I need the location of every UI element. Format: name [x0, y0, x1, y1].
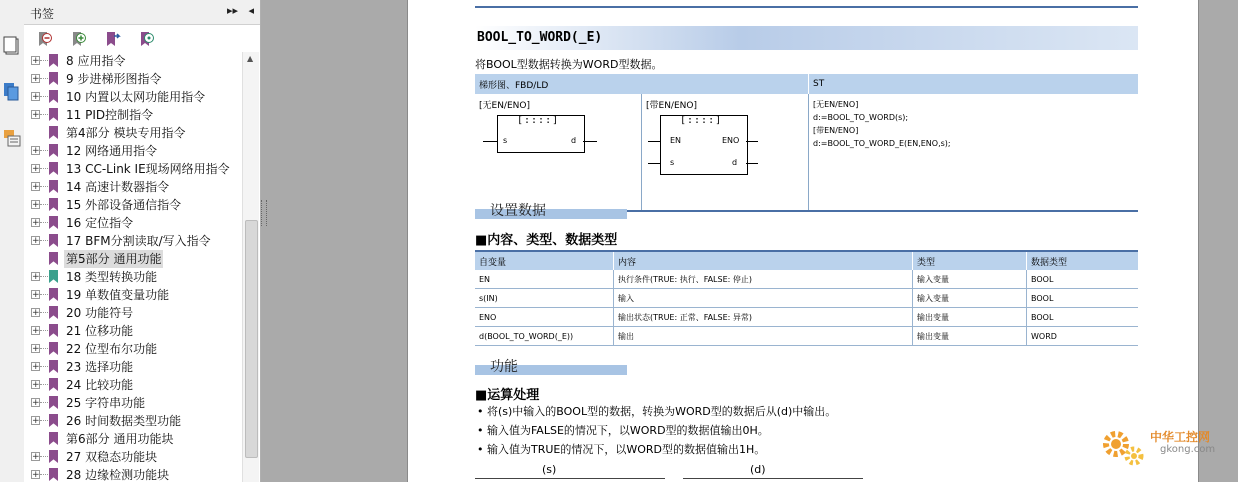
bookmark-label: 25 字符串功能: [66, 396, 146, 410]
ladder-header: 梯形图、FBD/LD: [475, 74, 809, 94]
function-description: 将BOOL型数据转换为WORD型数据。: [475, 58, 663, 71]
tree-connector: [40, 330, 48, 331]
expand-toggle-icon[interactable]: +: [32, 470, 40, 480]
bookmark-label: 27 双稳态功能块: [66, 450, 158, 464]
fbd-name: [::::]: [517, 115, 560, 126]
header-rule: [475, 6, 1138, 8]
navigation-strip: [0, 0, 25, 482]
expand-toggle-icon[interactable]: +: [32, 236, 40, 246]
gear-logo-icon: [1098, 424, 1148, 470]
tree-connector: [40, 96, 48, 97]
bookmark-icon: [49, 378, 58, 391]
bookmark-icon: [49, 72, 58, 85]
bookmark-icon: [49, 360, 58, 373]
tree-connector: [40, 366, 48, 367]
bookmark-item[interactable]: [24, 178, 242, 196]
bookmark-icon: [49, 270, 58, 283]
tree-connector: [40, 420, 48, 421]
timing-line: [475, 478, 665, 479]
bookmark-item[interactable]: [24, 160, 242, 178]
table-cell: 输入变量: [913, 270, 1027, 289]
bookmark-item[interactable]: [24, 304, 242, 322]
hide-panel-button[interactable]: ◂: [248, 4, 254, 17]
bookmark-item[interactable]: [24, 106, 242, 124]
io-label-d: (d): [750, 463, 766, 476]
bookmark-item[interactable]: [24, 448, 242, 466]
tree-connector: [40, 402, 48, 403]
bookmark-label: 第6部分 通用功能块: [66, 432, 174, 446]
expand-toggle-icon[interactable]: +: [32, 308, 40, 318]
bookmark-label: 9 步进梯形图指令: [66, 72, 162, 86]
tree-connector: [40, 456, 48, 457]
bookmarks-panel: [24, 0, 261, 482]
bullet-line: • 输入值为FALSE的情况下，以WORD型的数据值输出0H。: [477, 424, 769, 437]
st-line: [带EN/ENO]: [813, 126, 859, 135]
bookmark-icon: [49, 396, 58, 409]
bookmark-label: 18 类型转换功能: [66, 270, 158, 284]
tree-connector: [40, 114, 48, 115]
watermark-text: 中华工控网: [1150, 430, 1211, 444]
expand-toggle-icon[interactable]: +: [32, 182, 40, 192]
column-header: 数据类型: [1027, 251, 1139, 270]
expand-toggle-icon[interactable]: +: [32, 326, 40, 336]
bookmark-icon: [49, 216, 58, 229]
bullet-line: • 将(s)中输入的BOOL型的数据，转换为WORD型的数据后从(d)中输出。: [477, 405, 837, 418]
bookmark-item[interactable]: [24, 196, 242, 214]
bookmark-icon: [49, 450, 58, 463]
bookmark-item[interactable]: [24, 70, 242, 88]
bookmark-item[interactable]: [24, 430, 242, 448]
table-cell: WORD: [1027, 327, 1139, 346]
bookmark-label: 22 位型布尔功能: [66, 342, 158, 356]
tree-connector: [40, 240, 48, 241]
expand-toggle-icon[interactable]: +: [32, 92, 40, 102]
bookmark-item[interactable]: [24, 250, 242, 268]
expand-toggle-icon[interactable]: +: [32, 380, 40, 390]
expand-toggle-icon[interactable]: +: [32, 416, 40, 426]
expand-toggle-icon[interactable]: +: [32, 74, 40, 84]
column-header: 内容: [614, 251, 913, 270]
bookmark-icon: [49, 180, 58, 193]
bookmark-tree: [24, 52, 242, 482]
bookmark-icon: [49, 144, 58, 157]
expand-toggle-icon[interactable]: +: [32, 290, 40, 300]
bookmark-label: 12 网络通用指令: [66, 144, 158, 158]
st-cell: [809, 94, 1139, 211]
tree-connector: [40, 204, 48, 205]
bookmark-item[interactable]: [24, 412, 242, 430]
pin-eno: ENO: [722, 136, 740, 145]
bookmark-label: 8 应用指令: [66, 54, 126, 68]
scroll-up-arrow-icon[interactable]: ▲: [247, 54, 254, 63]
tree-connector: [40, 78, 48, 79]
bookmark-icon: [49, 234, 58, 247]
io-label-s: (s): [542, 463, 557, 476]
bookmark-icon: [49, 342, 58, 355]
bookmark-label: 26 时间数据类型功能: [66, 414, 182, 428]
expand-toggle-icon[interactable]: +: [32, 344, 40, 354]
bookmark-item[interactable]: [24, 124, 242, 142]
bookmark-label: 16 定位指令: [66, 216, 134, 230]
bookmark-label: 第5部分 通用功能: [66, 252, 162, 266]
function-title: BOOL_TO_WORD(_E): [477, 30, 603, 45]
table-cell: s(IN): [475, 289, 614, 308]
table-cell: EN: [475, 270, 614, 289]
table-cell: 输出: [614, 327, 913, 346]
bookmark-item[interactable]: [24, 52, 242, 70]
scrollbar-thumb[interactable]: [245, 220, 258, 458]
tree-connector: [40, 60, 48, 61]
tree-connector: [40, 168, 48, 169]
expand-toggle-icon[interactable]: +: [32, 200, 40, 210]
bookmark-label: 17 BFM分割读取/写入指令: [66, 234, 211, 248]
expand-toggle-icon[interactable]: +: [32, 56, 40, 66]
pin-en: EN: [670, 136, 682, 145]
bookmark-item[interactable]: [24, 322, 242, 340]
bookmark-scrollbar[interactable]: [242, 52, 259, 482]
st-header: ST: [809, 74, 1139, 94]
watermark-url: gkong.com: [1160, 444, 1216, 455]
bookmark-item[interactable]: [24, 340, 242, 358]
bookmark-icon: [49, 306, 58, 319]
bookmark-label: 15 外部设备通信指令: [66, 198, 182, 212]
expand-toggle-icon[interactable]: +: [32, 146, 40, 156]
table-cell: BOOL: [1027, 308, 1139, 327]
new-bookmark-icon[interactable]: [70, 30, 88, 48]
bookmark-item[interactable]: [24, 358, 242, 376]
bookmark-label: 10 内置以太网功能用指令: [66, 90, 206, 104]
collapse-panel-button[interactable]: ▸▸: [226, 4, 238, 17]
fbd-block-no-en: [479, 111, 629, 191]
st-line: [无EN/ENO]: [813, 100, 859, 109]
bookmark-icon: [49, 54, 58, 67]
bookmark-label: 24 比较功能: [66, 378, 134, 392]
st-line: d:=BOOL_TO_WORD_E(EN,ENO,s);: [813, 139, 951, 148]
bookmark-label: 13 CC-Link IE现场网络用指令: [66, 162, 230, 176]
column-header: 自变量: [475, 251, 614, 270]
column-header: 类型: [913, 251, 1027, 270]
caption-no-en: [无EN/ENO]: [479, 101, 530, 111]
bookmark-item[interactable]: [24, 88, 242, 106]
table-cell: d(BOOL_TO_WORD(_E)): [475, 327, 614, 346]
pin-s: s: [670, 158, 675, 167]
subsection-heading: ■运算处理: [475, 388, 540, 403]
bookmark-icon: [49, 126, 58, 139]
fbd-name: [::::]: [680, 115, 723, 126]
bookmark-item[interactable]: [24, 142, 242, 160]
table-cell: 输入: [614, 289, 913, 308]
bookmark-icon: [49, 414, 58, 427]
bookmark-icon: [49, 198, 58, 211]
bookmark-icon: [49, 468, 58, 481]
tree-connector: [40, 384, 48, 385]
pin-d: d: [732, 158, 738, 167]
tree-connector: [40, 294, 48, 295]
bookmark-label: 19 单数值变量功能: [66, 288, 170, 302]
expand-toggle-icon[interactable]: +: [32, 218, 40, 228]
table-row: [475, 289, 1138, 308]
bookmarks-toolbar: [24, 25, 260, 53]
bookmark-item[interactable]: [24, 466, 242, 482]
table-row: [475, 270, 1138, 289]
expand-toggle-icon[interactable]: +: [32, 398, 40, 408]
bookmark-label: 11 PID控制指令: [66, 108, 154, 122]
st-line: d:=BOOL_TO_WORD(s);: [813, 113, 909, 122]
tree-connector: [40, 276, 48, 277]
table-row: [475, 327, 1138, 346]
bookmark-item[interactable]: [24, 286, 242, 304]
section-heading-function: 功能: [490, 359, 518, 375]
bookmark-icon: [49, 288, 58, 301]
table-cell: 执行条件(TRUE: 执行、FALSE: 停止): [614, 270, 913, 289]
table-row: [475, 308, 1138, 327]
bookmark-label: 21 位移功能: [66, 324, 134, 338]
table-cell: 输入变量: [913, 289, 1027, 308]
bookmark-icon: [49, 324, 58, 337]
tree-connector: [40, 312, 48, 313]
bookmark-item[interactable]: [24, 394, 242, 412]
bookmark-item[interactable]: [24, 268, 242, 286]
pin-s: s: [503, 136, 508, 145]
bookmark-icon: [49, 432, 58, 445]
bookmark-label: 第4部分 模块专用指令: [66, 126, 186, 140]
bookmark-icon: [49, 108, 58, 121]
fbd-en-cell: [642, 94, 809, 211]
bookmark-label: 14 高速计数器指令: [66, 180, 170, 194]
section-heading-settings: 设置数据: [490, 203, 546, 219]
bookmarks-header: [24, 0, 260, 25]
expand-toggle-icon[interactable]: +: [32, 272, 40, 282]
table-cell: 输出变量: [913, 308, 1027, 327]
expand-bookmark-icon[interactable]: [104, 30, 122, 48]
bullet-line: • 输入值为TRUE的情况下，以WORD型的数据值输出1H。: [477, 443, 766, 456]
bookmark-label: 23 选择功能: [66, 360, 134, 374]
bookmark-label: 20 功能符号: [66, 306, 134, 320]
ladder-st-table: [475, 74, 1138, 212]
tree-connector: [40, 474, 48, 475]
fbd-no-en-cell: [475, 94, 642, 211]
bookmark-icon: [49, 162, 58, 175]
bookmarks-title: 书签: [30, 7, 55, 21]
expand-toggle-icon[interactable]: +: [32, 362, 40, 372]
table-cell: BOOL: [1027, 270, 1139, 289]
delete-bookmark-icon[interactable]: [36, 30, 54, 48]
layers-icon[interactable]: [3, 82, 21, 102]
table-cell: ENO: [475, 308, 614, 327]
expand-toggle-icon[interactable]: +: [32, 452, 40, 462]
fbd-block-en: [646, 111, 796, 191]
tree-connector: [40, 150, 48, 151]
pdf-page: [407, 0, 1199, 482]
table-cell: 输出状态(TRUE: 正常、FALSE: 异常): [614, 308, 913, 327]
bookmark-label: 28 边缘检测功能块: [66, 468, 170, 482]
argument-table: [475, 250, 1138, 346]
table-cell: BOOL: [1027, 289, 1139, 308]
bookmark-item[interactable]: [24, 214, 242, 232]
caption-en: [带EN/ENO]: [646, 101, 697, 111]
tree-connector: [40, 348, 48, 349]
tree-connector: [40, 222, 48, 223]
bookmark-properties-icon[interactable]: [138, 30, 156, 48]
bookmark-item[interactable]: [24, 376, 242, 394]
panel-splitter[interactable]: [261, 200, 267, 226]
bookmark-icon: [49, 90, 58, 103]
table-cell: 输出变量: [913, 327, 1027, 346]
pin-d: d: [571, 136, 577, 145]
expand-toggle-icon[interactable]: +: [32, 164, 40, 174]
expand-toggle-icon[interactable]: +: [32, 110, 40, 120]
bookmark-item[interactable]: [24, 232, 242, 250]
timing-line: [683, 478, 863, 479]
subsection-heading: ■内容、类型、数据类型: [475, 233, 618, 248]
comments-icon[interactable]: [3, 128, 21, 148]
gkong-watermark: [1098, 424, 1228, 474]
bookmark-icon: [49, 252, 58, 265]
tree-connector: [40, 186, 48, 187]
pages-icon[interactable]: [3, 36, 21, 56]
